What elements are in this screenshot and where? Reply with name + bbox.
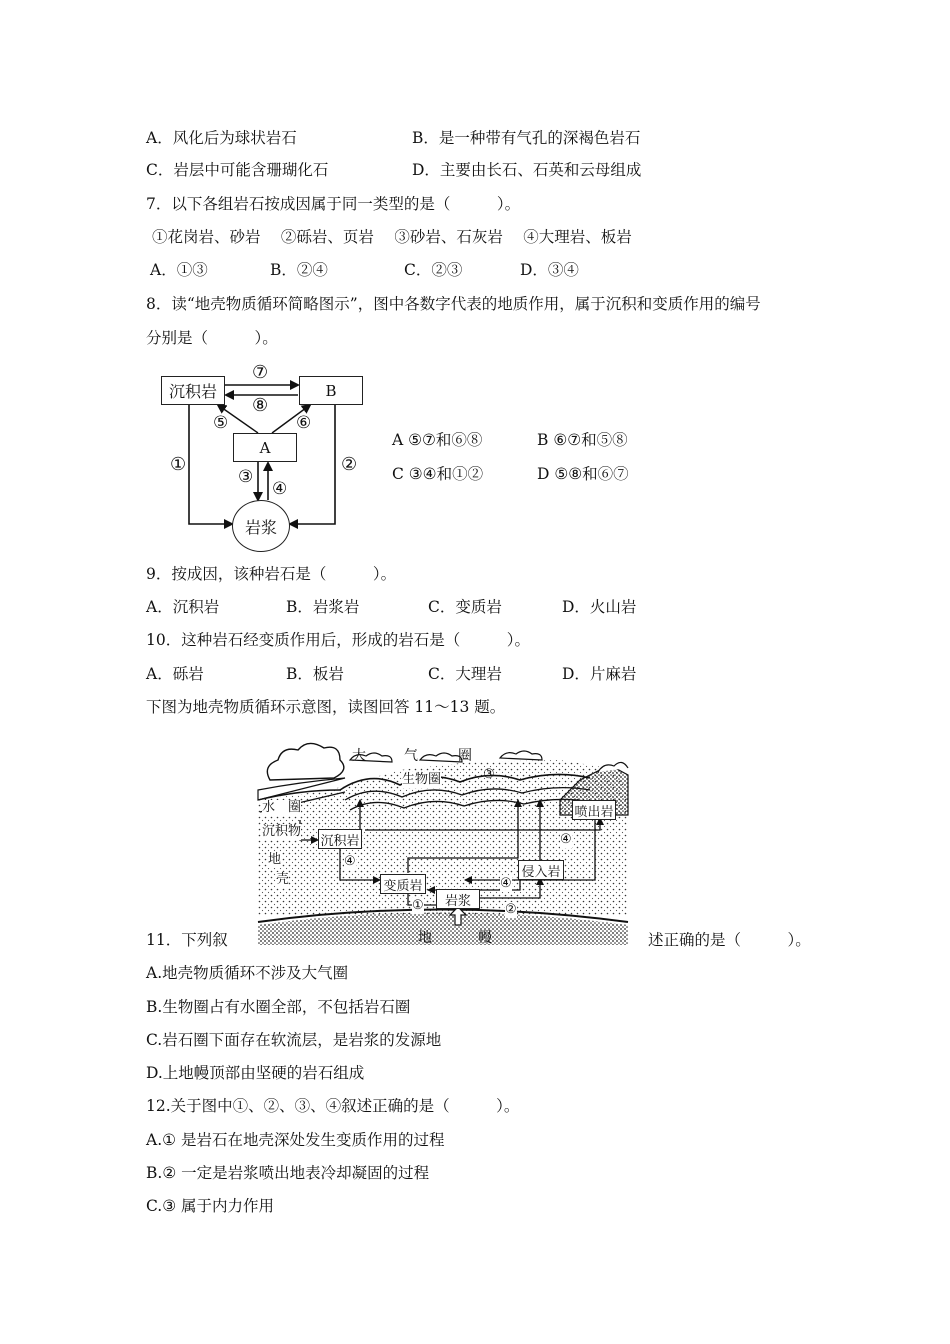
- q9-option-a: A．沉积岩: [146, 598, 220, 616]
- q7-stem: 7．以下各组岩石按成因属于同一类型的是（ ）。: [146, 195, 521, 213]
- q11-option-b: B.生物圈占有水圈全部，不包括岩石圈: [146, 998, 411, 1016]
- q6-option-b: B．是一种带有气孔的深褐色岩石: [412, 129, 641, 147]
- label-2: ②: [341, 454, 358, 475]
- q11-option-c: C.岩石圈下面存在软流层，是岩浆的发源地: [146, 1031, 442, 1049]
- box-intrusive-rock: 侵入岩: [518, 860, 564, 880]
- label-hydrosphere: 水 圈: [262, 800, 302, 815]
- q7-option-d: D．③④: [520, 261, 579, 279]
- label-process-4-c: ④: [500, 876, 512, 891]
- box-magma-2: 岩浆: [436, 889, 480, 909]
- q12-option-a: A.① 是岩石在地壳深处发生变质作用的过程: [146, 1131, 445, 1149]
- label-8: ⑧: [252, 395, 269, 416]
- diagram2-intro: 下图为地壳物质循环示意图，读图回答 11～13 题。: [146, 698, 506, 716]
- q8-option-c: C ③④和①②: [392, 465, 484, 483]
- q7-groups: ①花岗岩、砂岩 ②砾岩、页岩 ③砂岩、石灰岩 ④大理岩、板岩: [152, 228, 632, 246]
- box-extrusive-rock: 喷出岩: [572, 800, 616, 820]
- label-process-2: ②: [505, 902, 517, 917]
- q8-option-d: D ⑤⑧和⑥⑦: [537, 465, 629, 483]
- box-metamorphic-rock: 变质岩: [380, 874, 426, 894]
- box-sedimentary-rock: 沉积岩: [161, 376, 225, 405]
- q6-option-a: A．风化后为球状岩石: [146, 129, 297, 147]
- q12-stem: 12.关于图中①、②、③、④叙述正确的是（ ）。: [146, 1097, 520, 1115]
- label-process-4-b: ④: [560, 832, 572, 847]
- q11-stem-left: 11．下列叙: [146, 931, 228, 949]
- label-process-1: ①: [412, 898, 424, 913]
- label-5: ⑤: [213, 413, 229, 433]
- q10-option-d: D．片麻岩: [562, 665, 637, 683]
- q8-option-a: A ⑤⑦和⑥⑧: [392, 431, 483, 449]
- label-biosphere: 生物圈: [402, 772, 442, 787]
- box-sedimentary-rock-2: 沉积岩: [318, 829, 362, 849]
- label-7: ⑦: [252, 362, 269, 383]
- label-mantle-1: 地: [418, 930, 432, 946]
- q11-stem-right: 述正确的是（ ）。: [648, 931, 811, 949]
- q7-option-b: B．②④: [270, 261, 328, 279]
- q11-option-d: D.上地幔顶部由坚硬的岩石组成: [146, 1064, 365, 1082]
- label-crust-2: 壳: [276, 872, 290, 887]
- label-1: ①: [170, 454, 187, 475]
- q8-option-b: B ⑥⑦和⑤⑧: [537, 431, 628, 449]
- label-3: ③: [238, 467, 254, 487]
- magma-circle: 岩浆: [232, 500, 290, 552]
- label-atmosphere-2: 气: [404, 748, 418, 764]
- label-crust-1: 地: [268, 852, 282, 867]
- q10-stem: 10．这种岩石经变质作用后，形成的岩石是（ ）。: [146, 631, 530, 649]
- label-process-3: ③: [483, 767, 495, 782]
- box-a: A: [233, 433, 297, 462]
- label-mantle-2: 幔: [478, 930, 492, 946]
- q6-option-c: C．岩层中可能含珊瑚化石: [146, 161, 329, 179]
- q12-option-c: C.③ 属于内力作用: [146, 1197, 275, 1215]
- q6-option-d: D．主要由长石、石英和云母组成: [412, 161, 642, 179]
- q8-stem-line1: 8．读“地壳物质循环简略图示”，图中各数字代表的地质作用，属于沉积和变质作用的编号: [146, 295, 761, 313]
- q9-stem: 9．按成因，该种岩石是（ ）。: [146, 565, 397, 583]
- q7-option-a: A．①③: [150, 261, 208, 279]
- q10-option-c: C．大理岩: [428, 665, 502, 683]
- label-6: ⑥: [296, 413, 312, 433]
- q9-option-b: B．岩浆岩: [286, 598, 360, 616]
- label-atmosphere-1: 大: [352, 748, 366, 764]
- q8-stem-line2: 分别是（ ）。: [146, 329, 278, 347]
- label-sediment: 沉积物: [262, 824, 302, 839]
- q10-option-b: B．板岩: [286, 665, 344, 683]
- q7-option-c: C．②③: [404, 261, 463, 279]
- q9-option-c: C．变质岩: [428, 598, 502, 616]
- box-b: B: [299, 376, 363, 405]
- q11-option-a: A.地壳物质循环不涉及大气圈: [146, 964, 349, 982]
- label-4: ④: [272, 479, 288, 499]
- q12-option-b: B.② 一定是岩浆喷出地表冷却凝固的过程: [146, 1164, 430, 1182]
- label-atmosphere-3: 圈: [458, 748, 472, 764]
- q9-option-d: D．火山岩: [562, 598, 637, 616]
- q10-option-a: A．砾岩: [146, 665, 204, 683]
- label-process-4-a: ④: [344, 854, 356, 869]
